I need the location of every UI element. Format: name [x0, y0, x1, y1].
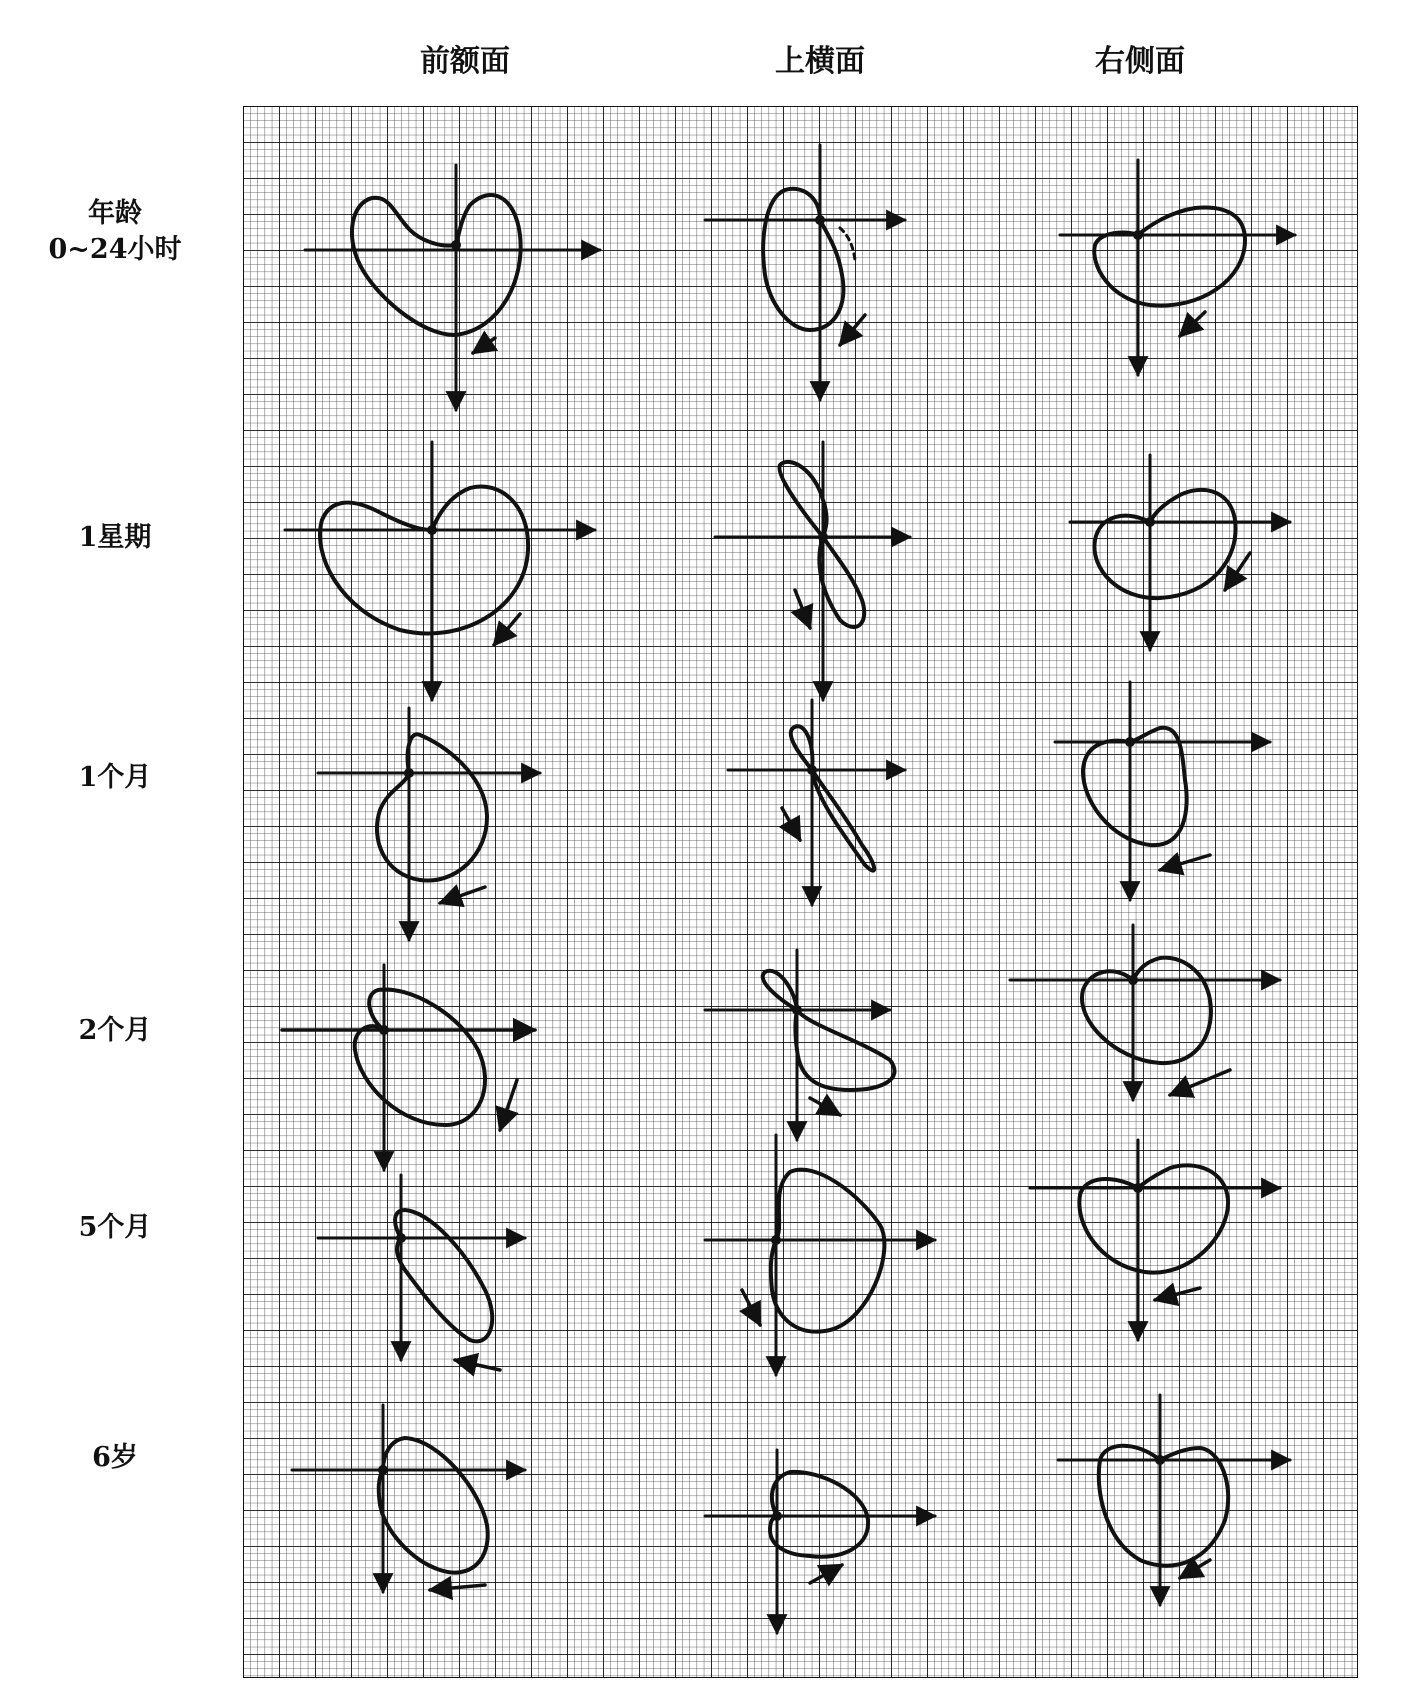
loop-horizontal-1-month: [728, 700, 905, 905]
column-header-horizontal: 上横面: [775, 44, 865, 79]
loop-horizontal-6-years: [705, 1450, 935, 1633]
loop-frontal-2-months: [282, 965, 535, 1170]
row-header-line2: 0~24小时: [48, 234, 182, 265]
loop-horizontal-1-week: [715, 442, 910, 700]
row-header-line1: 5个月: [78, 1212, 152, 1243]
column-header-frontal: 前额面: [420, 44, 510, 79]
column-header-sagittal: 右侧面: [1095, 44, 1185, 79]
row-header-line1: 年龄: [88, 198, 142, 229]
loop-frontal-1-week: [285, 442, 595, 700]
loop-frontal-5-months: [318, 1175, 525, 1370]
loop-horizontal-2-months: [705, 950, 894, 1140]
loop-frontal-0-24h: [305, 165, 600, 410]
loop-sagittal-0-24h: [1060, 160, 1295, 375]
loop-frontal-1-month: [318, 708, 540, 940]
origin-dots: [378, 215, 1165, 1521]
loop-sagittal-1-week: [1070, 455, 1290, 650]
loop-sagittal-1-month: [1055, 682, 1270, 900]
loop-horizontal-5-months: [705, 1135, 935, 1375]
loop-sagittal-6-years: [1058, 1395, 1290, 1605]
row-header-line1: 1个月: [78, 762, 152, 793]
loop-horizontal-0-24h: [705, 145, 905, 400]
loop-sagittal-2-months: [1010, 925, 1280, 1100]
row-header-line1: 1星期: [78, 522, 152, 553]
loop-frontal-6-years: [292, 1405, 525, 1592]
row-header-line1: 2个月: [78, 1015, 152, 1046]
loop-sagittal-5-months: [1030, 1140, 1280, 1340]
row-header-line1: 6岁: [92, 1442, 138, 1473]
